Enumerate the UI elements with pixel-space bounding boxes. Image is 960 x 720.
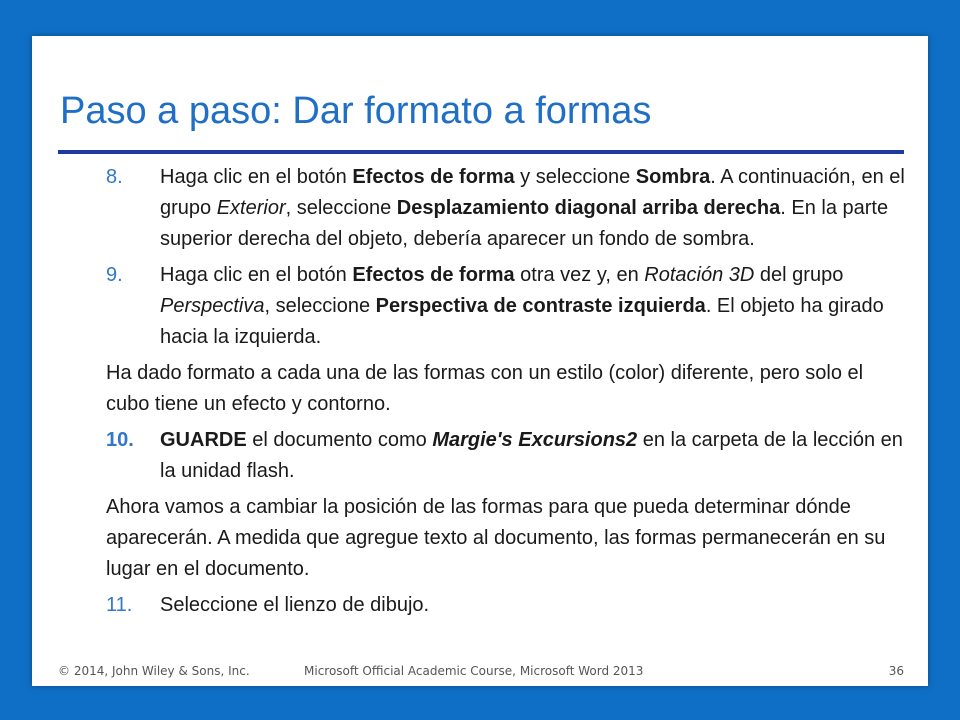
step-text: y seleccione [514,166,636,188]
step-bold-text: Efectos de forma [352,166,515,188]
footer-copyright: © 2014, John Wiley & Sons, Inc. [58,664,250,678]
step-bold-text: Desplazamiento diagonal arriba derecha [396,197,781,219]
step-italic-text: Exterior [216,197,286,219]
step-text: , seleccione [264,295,376,317]
step-number: 10. [106,429,134,451]
slide [32,36,928,686]
title-underline [58,150,904,154]
step-9 [106,260,906,353]
slide-content [106,162,906,626]
step-italic-text: Rotación 3D [644,264,755,286]
step-10 [106,425,906,487]
paragraph-position-note: Ahora vamos a cambiar la posición de las formas para que pueda determinar dónde aparecerán. A medida que agregue texto al documento, las formas permanecerán en su lugar en el documento. [106,496,886,580]
step-bold-italic-text: Margie's Excursions2 [432,429,638,451]
step-text: , seleccione [285,197,397,219]
step-text: del grupo [754,264,844,286]
page-number: 36 [888,664,904,678]
step-11 [106,590,906,621]
step-text: Haga clic en el botón [160,264,353,286]
step-bold-text: Efectos de forma [352,264,515,286]
step-text: . A continuación, en el grupo [160,166,905,219]
step-text: . En la parte superior derecha del objeto, debería aparecer un fondo de sombra. [160,197,889,250]
step-text: otra vez y, en [514,264,645,286]
step-text: el documento como [246,429,433,451]
step-bold-text: Perspectiva de contraste izquierda [375,295,706,317]
step-8 [106,162,906,255]
step-text: en la carpeta de la lección en la unidad flash. [160,429,903,482]
step-italic-text: Perspectiva [160,295,265,317]
step-bold-text: GUARDE [160,429,247,451]
slide-title: Paso a paso: Dar formato a formas [60,90,652,132]
step-number: 8. [106,166,123,188]
footer-course: Microsoft Official Academic Course, Microsoft Word 2013 [304,664,644,678]
step-text: . El objeto ha girado hacia la izquierda. [160,295,884,348]
slide-footer [32,664,928,684]
step-number: 11. [106,594,133,616]
step-number: 9. [106,264,123,286]
paragraph-formatting-note: Ha dado formato a cada una de las formas con un estilo (color) diferente, pero solo el cubo tiene un efecto y contorno. [106,362,864,415]
step-bold-text: Sombra [635,166,711,188]
step-text: Haga clic en el botón [160,166,353,188]
step-text: Seleccione el lienzo de dibujo. [160,594,430,616]
